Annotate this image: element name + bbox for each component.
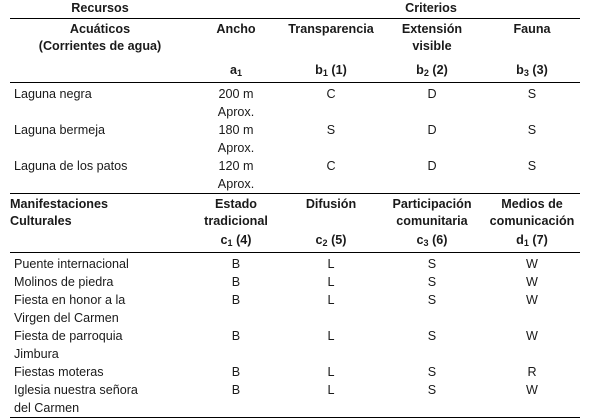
code-fauna (484, 60, 580, 83)
row-estado: B (231, 275, 241, 289)
code-base: b (516, 63, 524, 77)
row-estado: B (190, 253, 282, 274)
code-num: (7) (532, 233, 548, 247)
header-manifestaciones-l2: Culturales (10, 214, 72, 228)
row-estado: B (231, 329, 241, 343)
row-ancho-value: 120 m (218, 159, 254, 173)
section-b-header-row-2 (10, 213, 580, 230)
code-num: (4) (236, 233, 252, 247)
code-sub: 2 (423, 68, 429, 79)
code-sub: 3 (423, 238, 429, 249)
group-title-criterios: Criterios (405, 1, 457, 15)
row-difusion: L (327, 365, 335, 379)
row-medios: R (527, 365, 537, 379)
code-base: c (315, 233, 323, 247)
code-sub: 1 (322, 68, 328, 79)
table-row (10, 273, 580, 291)
row-transparencia: S (326, 123, 336, 137)
table-row (10, 121, 580, 157)
table-row (10, 291, 580, 327)
row-medios: W (526, 329, 538, 343)
row-extension: D (427, 123, 437, 137)
code-num: (2) (432, 63, 448, 77)
code-transparencia (282, 60, 380, 83)
table-row (10, 253, 580, 274)
row-estado: B (231, 293, 241, 307)
row-participacion: S (427, 365, 437, 379)
code-num: (6) (432, 233, 448, 247)
header-extension-l2: visible (412, 39, 452, 53)
header-medios-l1: Medios de (484, 194, 580, 214)
row-ancho-value: 200 m (218, 87, 254, 101)
group-title-recursos: Recursos (71, 1, 129, 15)
row-fauna: S (527, 123, 537, 137)
section-b-header-row-1 (10, 194, 580, 214)
row-difusion: L (327, 329, 335, 343)
row-name-l1: Fiesta de parroquia (14, 329, 123, 343)
row-name-l2: del Carmen (14, 401, 80, 415)
header-difusion-l1: Difusión (282, 194, 380, 214)
row-name (10, 381, 190, 418)
row-fauna: S (484, 83, 580, 122)
row-transparencia: C (326, 159, 336, 173)
header-estado-l1: Estado (190, 194, 282, 214)
row-participacion: S (427, 293, 437, 307)
row-name: Laguna bermeja (14, 123, 106, 137)
row-transparencia: C (282, 83, 380, 122)
header-fauna-l2 (484, 38, 580, 55)
row-difusion: L (327, 293, 335, 307)
row-name (10, 327, 190, 363)
code-base: d (516, 233, 524, 247)
header-transparencia-l2 (282, 38, 380, 55)
row-medios: W (526, 275, 538, 289)
group-title-spacer (190, 0, 282, 19)
row-name (10, 291, 190, 327)
code-estado (190, 230, 282, 253)
header-ancho-l2 (190, 38, 282, 55)
header-fauna-l1: Fauna (484, 19, 580, 39)
section-a-code-row (10, 60, 580, 83)
code-num: (5) (331, 233, 347, 247)
header-medios-l2: comunicación (489, 214, 575, 228)
code-sub: 2 (322, 238, 328, 249)
code-num: (3) (532, 63, 548, 77)
section-a-header-row-1 (10, 19, 580, 39)
row-name-l2: Jimbura (14, 347, 59, 361)
header-transparencia-l1: Transparencia (282, 19, 380, 39)
row-medios: W (526, 383, 538, 397)
row-medios: W (484, 253, 580, 274)
row-participacion: S (427, 383, 437, 397)
row-participacion: S (427, 329, 437, 343)
header-manifestaciones-l1: Manifestaciones (10, 194, 190, 214)
code-ancho (190, 60, 282, 83)
row-difusion: L (327, 383, 335, 397)
code-base: a (229, 63, 237, 77)
resources-criteria-table (10, 0, 580, 418)
row-difusion: L (282, 253, 380, 274)
row-medios: W (526, 293, 538, 307)
row-extension: D (427, 159, 437, 173)
group-title-row (10, 0, 580, 19)
header-estado-l2: tradicional (204, 214, 268, 228)
row-name: Laguna de los patos (14, 159, 128, 173)
code-col1 (10, 230, 190, 253)
row-participacion: S (380, 253, 484, 274)
header-difusion-l2 (282, 213, 380, 230)
header-participacion-l2: comunitaria (396, 214, 468, 228)
row-fauna: S (527, 159, 537, 173)
row-name (10, 363, 190, 381)
section-a-header-row-2 (10, 38, 580, 55)
row-ancho-aprox: Aprox. (217, 141, 255, 155)
row-ancho (190, 83, 282, 122)
row-ancho-aprox: Aprox. (217, 177, 255, 191)
code-sub: 1 (236, 68, 243, 79)
code-num: (1) (331, 63, 347, 77)
row-ancho (190, 157, 282, 194)
code-base: b (315, 63, 323, 77)
row-name-l2: Virgen del Carmen (14, 311, 119, 325)
code-base: b (416, 63, 424, 77)
row-name (10, 273, 190, 291)
code-sub: 1 (227, 238, 233, 249)
row-estado: B (231, 383, 241, 397)
header-extension-l1: Extensión (380, 19, 484, 39)
table-row (10, 381, 580, 418)
code-sub: 3 (523, 68, 529, 79)
row-ancho (190, 121, 282, 157)
row-name-l1: Puente internacional (14, 257, 129, 271)
code-medios (484, 230, 580, 253)
code-participacion (380, 230, 484, 253)
table-row (10, 363, 580, 381)
header-acuaticos-l2: (Corrientes de agua) (38, 39, 162, 53)
code-sub: 1 (523, 238, 529, 249)
row-extension: D (380, 83, 484, 122)
table-row (10, 83, 580, 122)
header-acuaticos-l1: Acuáticos (10, 19, 190, 39)
row-name (10, 253, 190, 274)
row-name: Laguna negra (10, 83, 190, 122)
code-col1 (10, 60, 190, 83)
table-row (10, 157, 580, 194)
code-base: c (416, 233, 424, 247)
header-ancho-l1: Ancho (190, 19, 282, 39)
row-name-l1: Fiestas moteras (14, 365, 104, 379)
row-ancho-value: 180 m (218, 123, 254, 137)
row-difusion: L (327, 275, 335, 289)
code-difusion (282, 230, 380, 253)
row-estado: B (231, 365, 241, 379)
code-extension (380, 60, 484, 83)
row-ancho-aprox: Aprox. (217, 105, 255, 119)
header-participacion-l1: Participación (380, 194, 484, 214)
row-participacion: S (427, 275, 437, 289)
table-row (10, 327, 580, 363)
section-b-code-row (10, 230, 580, 253)
row-name-l1: Fiesta en honor a la (14, 293, 126, 307)
row-name-l1: Molinos de piedra (14, 275, 114, 289)
row-name-l1: Iglesia nuestra señora (14, 383, 138, 397)
code-base: c (220, 233, 228, 247)
